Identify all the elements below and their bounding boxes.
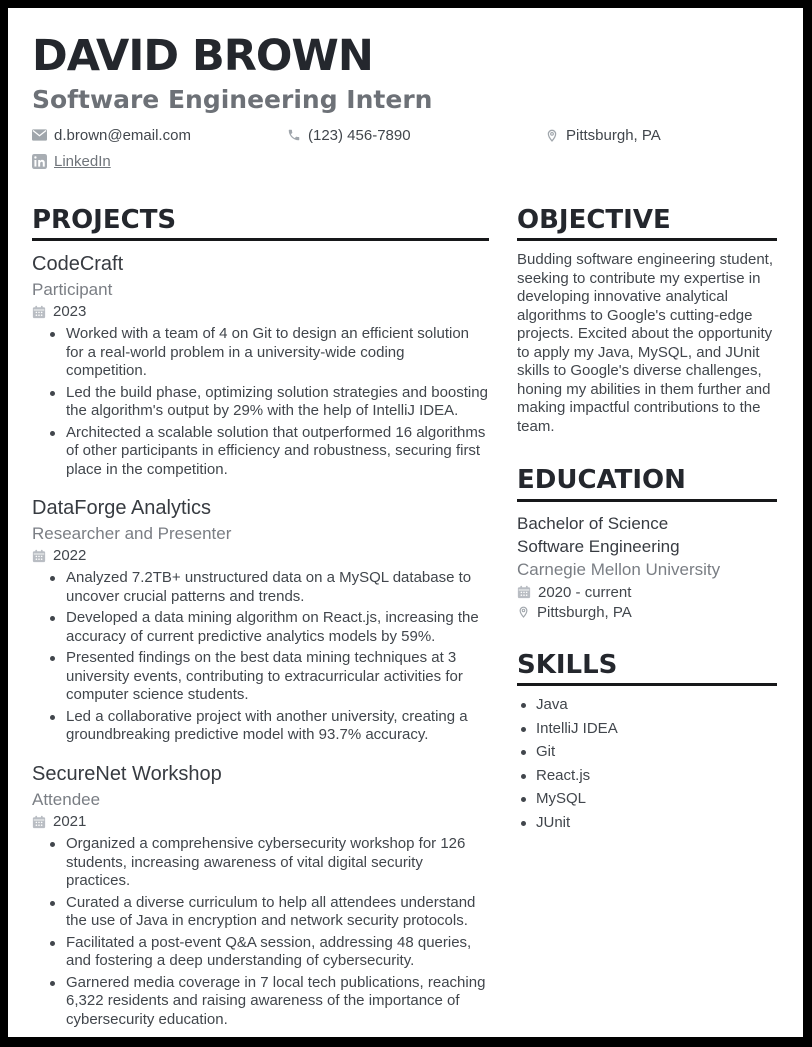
contact-row xyxy=(32,127,777,170)
project-bullet: Worked with a team of 4 on Git to design an efficient solution for a real-world problem in a university-wide coding competition. xyxy=(32,325,489,381)
project-bullet: Analyzed 7.2TB+ unstructured data on a MySQL database to uncover crucial patterns and trends. xyxy=(32,569,489,606)
education-dates xyxy=(517,584,777,601)
skill-item: React.js xyxy=(517,767,777,786)
contact-location xyxy=(545,127,777,144)
skill-item: MySQL xyxy=(517,790,777,809)
contact-phone-text: (123) 456-7890 xyxy=(308,126,411,144)
project-title: DataForge Analytics xyxy=(32,497,211,520)
objective-heading: OBJECTIVE xyxy=(517,206,777,242)
left-column xyxy=(32,206,489,1045)
contact-phone xyxy=(287,127,545,144)
calendar-icon xyxy=(32,305,46,319)
project-date xyxy=(32,547,489,564)
project-date-text: 2023 xyxy=(53,303,87,321)
project-date xyxy=(32,303,489,320)
project-bullet-list xyxy=(32,325,489,479)
projects-section xyxy=(32,206,489,1029)
education-section xyxy=(517,466,777,621)
project-bullet: Curated a diverse curriculum to help all attendees understand the use of Java in encryption and network security protocols. xyxy=(32,894,489,931)
contact-location-text: Pittsburgh, PA xyxy=(566,126,661,144)
resume-header xyxy=(32,31,777,170)
project-bullet: Led the build phase, optimizing solution strategies and boosting the algorithm's output by 29% with the help of IntelliJ IDEA. xyxy=(32,384,489,421)
contact-linkedin xyxy=(32,153,287,170)
project-bullet: Garnered media coverage in 7 local tech publications, reaching 6,322 residents and raising awareness of the importance of cybersecurity education. xyxy=(32,974,489,1030)
education-degree: Bachelor of Science xyxy=(517,513,669,533)
project-bullet: Organized a comprehensive cybersecurity workshop for 126 students, increasing awareness of vital digital security practices. xyxy=(32,835,489,891)
project-bullet: Led a collaborative project with another university, creating a groundbreaking predictive model with 93.7% accuracy. xyxy=(32,708,489,745)
education-meta xyxy=(517,584,777,621)
right-column xyxy=(517,206,777,838)
education-major: Software Engineering xyxy=(517,536,680,556)
skills-section xyxy=(517,651,777,833)
skill-item: Java xyxy=(517,696,777,715)
project-bullet: Presented findings on the best data mining techniques at 3 university events, contributing to extracurricular activities for computer science students. xyxy=(32,649,489,705)
contact-email xyxy=(32,127,287,144)
project-entry xyxy=(32,495,489,745)
project-title: CodeCraft xyxy=(32,253,124,276)
skill-item: Git xyxy=(517,743,777,762)
project-role: Attendee xyxy=(32,789,101,809)
calendar-icon xyxy=(517,585,531,599)
project-date-text: 2022 xyxy=(53,547,87,565)
project-entry xyxy=(32,251,489,479)
phone-icon xyxy=(287,128,301,142)
projects-heading: PROJECTS xyxy=(32,206,489,242)
email-icon xyxy=(32,129,47,141)
skill-item: JUnit xyxy=(517,814,777,833)
contact-email-text: d.brown@email.com xyxy=(54,126,191,144)
objective-section xyxy=(517,206,777,437)
project-role: Researcher and Presenter xyxy=(32,524,232,544)
project-entry xyxy=(32,761,489,1029)
calendar-icon xyxy=(32,815,46,829)
project-bullet: Developed a data mining algorithm on React.js, increasing the accuracy of current predictive analytics models by 59%. xyxy=(32,609,489,646)
skills-list xyxy=(517,696,777,832)
linkedin-link[interactable]: LinkedIn xyxy=(54,152,111,170)
project-bullet-list xyxy=(32,835,489,1029)
location-pin-icon xyxy=(545,128,559,143)
project-role: Participant xyxy=(32,280,113,300)
objective-text: Budding software engineering student, seeking to contribute my expertise in developing innovative analytical algorithms to Google's cutting-edge projects. Excited about the opportunity to apply my Java, MySQL, and JUnit skills to Google's diverse challenges, honing my abilities in them further and making impactful contributions to the team. xyxy=(517,251,774,435)
project-bullet: Facilitated a post-event Q&A session, addressing 48 queries, and fostering a deep understanding of cybersecurity. xyxy=(32,934,489,971)
calendar-icon xyxy=(32,549,46,563)
project-date xyxy=(32,813,489,830)
location-pin-icon xyxy=(517,605,530,619)
main-columns xyxy=(32,206,777,1045)
education-school: Carnegie Mellon University xyxy=(517,559,721,579)
skills-heading: SKILLS xyxy=(517,651,777,687)
education-dates-text: 2020 - current xyxy=(538,583,632,601)
project-date-text: 2021 xyxy=(53,813,87,831)
project-bullet-list xyxy=(32,569,489,745)
project-bullet: Architected a scalable solution that outperformed 16 algorithms of other participants in efficiency and robustness, securing first place in the competition. xyxy=(32,424,489,480)
education-heading: EDUCATION xyxy=(517,466,777,502)
project-title: SecureNet Workshop xyxy=(32,762,222,785)
education-location-text: Pittsburgh, PA xyxy=(537,603,632,621)
job-title: Software Engineering Intern xyxy=(32,85,433,115)
skill-item: IntelliJ IDEA xyxy=(517,720,777,739)
person-name: DAVID BROWN xyxy=(32,31,373,81)
education-location xyxy=(517,604,777,621)
linkedin-icon xyxy=(32,154,47,169)
